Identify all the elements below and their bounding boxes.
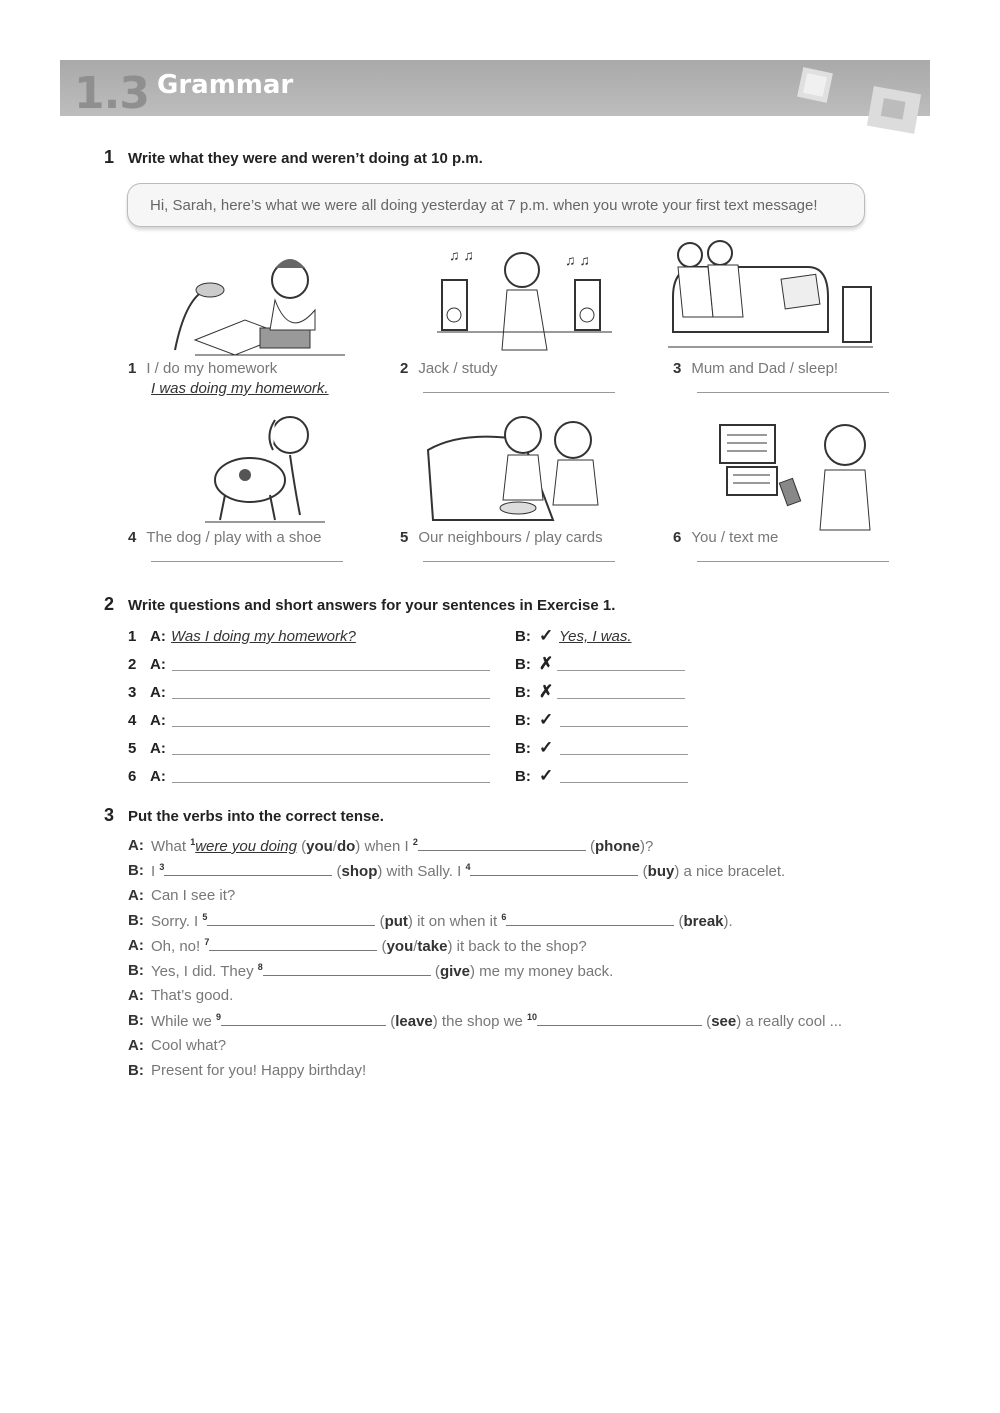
girl-texting-illustration: [715, 415, 875, 533]
section-number: 1.3: [74, 68, 149, 119]
gap-5[interactable]: [207, 913, 375, 926]
exercise-3-number: 3: [104, 805, 115, 825]
check-icon: ✓: [539, 626, 554, 645]
b-label: B:: [515, 656, 531, 673]
answer-line-4[interactable]: [151, 561, 343, 562]
decorative-square-icon: [867, 86, 921, 134]
ex1-item: 2 Jack / study: [400, 360, 498, 377]
b-label: B:: [515, 740, 531, 757]
svg-text:♫ ♫: ♫ ♫: [449, 247, 474, 263]
gap-9[interactable]: [221, 1013, 386, 1026]
cross-icon: ✗: [539, 682, 554, 701]
answer-line-3[interactable]: [697, 392, 889, 393]
answer-line-5[interactable]: [560, 754, 688, 755]
parents-sofa-illustration: [668, 237, 873, 357]
ex1-model-answer: I was doing my homework.: [151, 380, 329, 397]
jack-music-illustration: [437, 240, 617, 358]
answer-line-3[interactable]: [557, 698, 685, 699]
gap-8[interactable]: [263, 963, 431, 976]
section-title: Grammar: [157, 70, 294, 100]
boy-homework-illustration: [165, 240, 355, 358]
gap-6[interactable]: [506, 913, 674, 926]
exercise-1-title: Write what they were and weren’t doing at 10 p.m.: [128, 150, 483, 167]
decorative-square-icon: [797, 67, 833, 103]
ex1-item: 4 The dog / play with a shoe: [128, 529, 322, 546]
b-label: B:: [515, 684, 531, 701]
answer-line-2[interactable]: [557, 670, 685, 671]
question-line-2[interactable]: [172, 670, 490, 671]
text-message-bubble: Hi, Sarah, here’s what we were all doing yesterday at 7 p.m. when you wrote your first text message!: [127, 183, 865, 227]
question-line-3[interactable]: [172, 698, 490, 699]
gap-3[interactable]: [164, 863, 332, 876]
cross-icon: ✗: [539, 654, 554, 673]
question-answer: Was I doing my homework?: [171, 628, 356, 645]
svg-text:♫ ♫: ♫ ♫: [565, 252, 590, 268]
question-line-5[interactable]: [172, 754, 490, 755]
b-label: B:: [515, 628, 531, 645]
dog-shoe-illustration: [195, 410, 335, 528]
answer-line-6[interactable]: [560, 782, 688, 783]
exercise-1-number: 1: [104, 147, 115, 167]
gap-2[interactable]: [418, 838, 586, 851]
short-answer: Yes, I was.: [559, 628, 632, 645]
b-label: B:: [515, 768, 531, 785]
ex1-item: 6 You / text me: [673, 529, 779, 546]
exercise-2-title: Write questions and short answers for your sentences in Exercise 1.: [128, 597, 616, 614]
answer-line-5[interactable]: [423, 561, 615, 562]
ex1-item: 1 I / do my homework: [128, 360, 278, 377]
answer-line-6[interactable]: [697, 561, 889, 562]
exercise-2-number: 2: [104, 594, 115, 614]
answer-line-2[interactable]: [423, 392, 615, 393]
ex1-item: 3 Mum and Dad / sleep!: [673, 360, 839, 377]
ex1-item: 5 Our neighbours / play cards: [400, 529, 603, 546]
answer-line-4[interactable]: [560, 726, 688, 727]
b-label: B:: [515, 712, 531, 729]
check-icon: ✓: [539, 766, 554, 785]
gap-10[interactable]: [537, 1013, 702, 1026]
gap-4[interactable]: [470, 863, 638, 876]
exercise-3-title: Put the verbs into the correct tense.: [128, 808, 384, 825]
check-icon: ✓: [539, 710, 554, 729]
question-line-6[interactable]: [172, 782, 490, 783]
gap-7[interactable]: [209, 938, 377, 951]
neighbours-cards-illustration: [423, 410, 613, 528]
check-icon: ✓: [539, 738, 554, 757]
question-line-4[interactable]: [172, 726, 490, 727]
